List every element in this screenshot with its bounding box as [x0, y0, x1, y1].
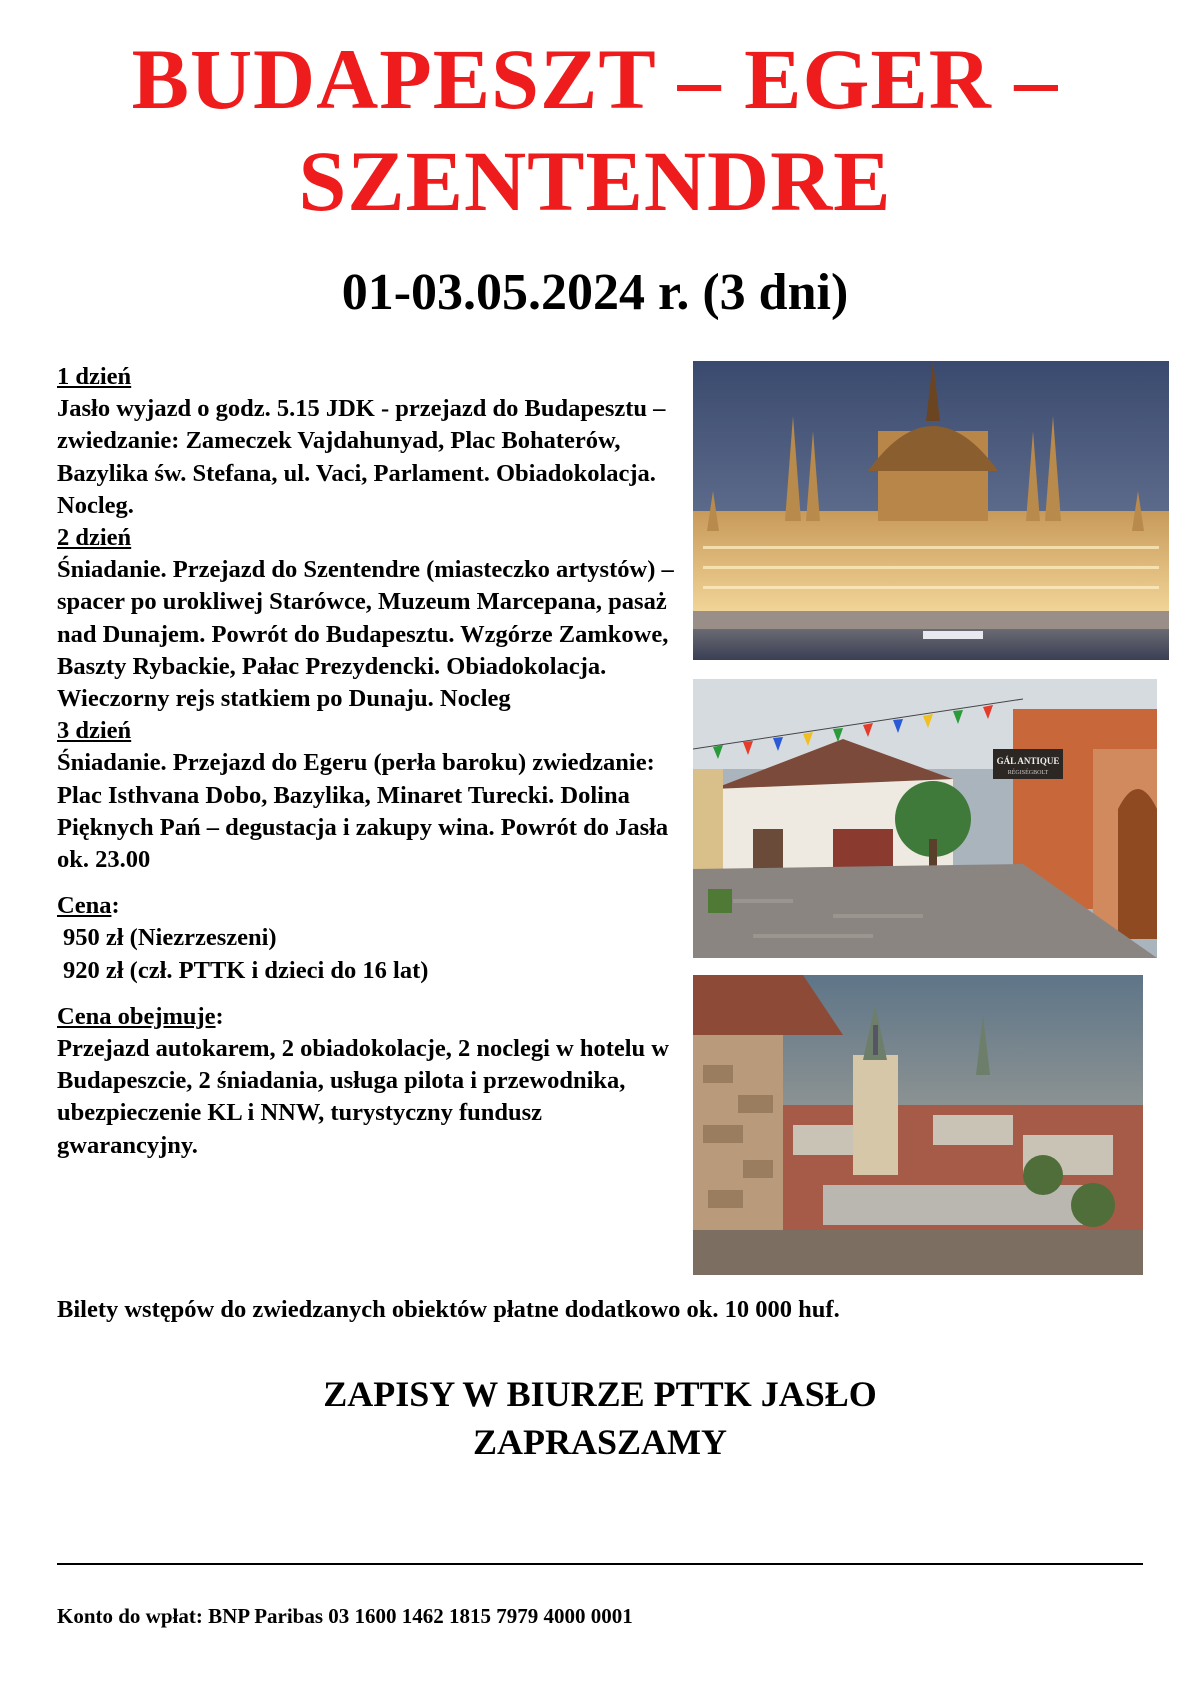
day3-label: 3 dzień	[57, 717, 132, 745]
eger-panorama-photo	[693, 975, 1143, 1275]
includes-heading	[57, 1001, 687, 1033]
parliament-photo	[693, 361, 1169, 660]
price-heading	[57, 890, 687, 922]
signup-callout	[0, 1370, 1190, 1466]
shop-sign-line-1: GÁL ANTIQUE	[996, 756, 1060, 766]
price-colon: :	[111, 892, 120, 920]
price-label: Cena	[57, 892, 112, 920]
day1-text: Jasło wyjazd o godz. 5.15 JDK - przejazd do Budapesztu – zwiedzanie: Zameczek Vajdahunyad, Plac Bohaterów, Bazylika św. Stefana, ul. Vaci, Parlament. Obiadokolacja. Nocleg.	[57, 395, 666, 519]
footer-divider	[57, 1563, 1143, 1565]
entrance-fees-note: Bilety wstępów do zwiedzanych obiektów płatne dodatkowo ok. 10 000 huf.	[57, 1296, 840, 1323]
signup-line-1: ZAPISY W BIURZE PTTK JASŁO	[323, 1374, 877, 1414]
includes-text: Przejazd autokarem, 2 obiadokolacje, 2 noclegi w hotelu w Budapeszcie, 2 śniadania, usługa pilota i przewodnika, ubezpieczenie KL i NNW, turystyczny fundusz gwarancyjny.	[57, 1035, 669, 1159]
day1-label: 1 dzień	[57, 363, 132, 390]
includes-label: Cena obejmuje	[57, 1002, 216, 1030]
day2-label: 2 dzień	[57, 524, 132, 552]
price-option-2: 920 zł (czł. PTTK i dzieci do 16 lat)	[63, 956, 429, 984]
day2-text: Śniadanie. Przejazd do Szentendre (miasteczko artystów) – spacer po urokliwej Starówce, Muzeum Marcepana, pasaż nad Dunajem. Powrót do Budapesztu. Wzgórze Zamkowe, Baszty Rybackie, Pałac Prezydencki. Obiadokolacja. Wieczorny rejs statkiem po Dunaju. Nocleg	[57, 556, 674, 713]
price-option-1: 950 zł (Niezrzeszeni)	[63, 924, 277, 952]
page-title	[0, 28, 1190, 232]
title-line-2: SZENTENDRE	[298, 133, 892, 229]
trip-date: 01-03.05.2024 r. (3 dni)	[341, 264, 849, 321]
bank-account: Konto do wpłat: BNP Paribas 03 1600 1462 1815 7979 4000 0001	[57, 1604, 633, 1628]
title-line-1: BUDAPESZT – EGER –	[131, 31, 1059, 127]
shop-sign-line-2: RÉGISÉGBOLT	[1007, 770, 1049, 776]
itinerary-column	[57, 361, 687, 1162]
szentendre-street-photo	[693, 679, 1157, 958]
includes-colon: :	[215, 1002, 224, 1030]
signup-line-2: ZAPRASZAMY	[472, 1422, 727, 1462]
day3-text: Śniadanie. Przejazd do Egeru (perła baroku) zwiedzanie: Plac Isthvana Dobo, Bazylika, Minaret Turecki. Dolina Pięknych Pań – degustacja i zakupy wina. Powrót do Jasła ok. 23.00	[57, 749, 669, 874]
